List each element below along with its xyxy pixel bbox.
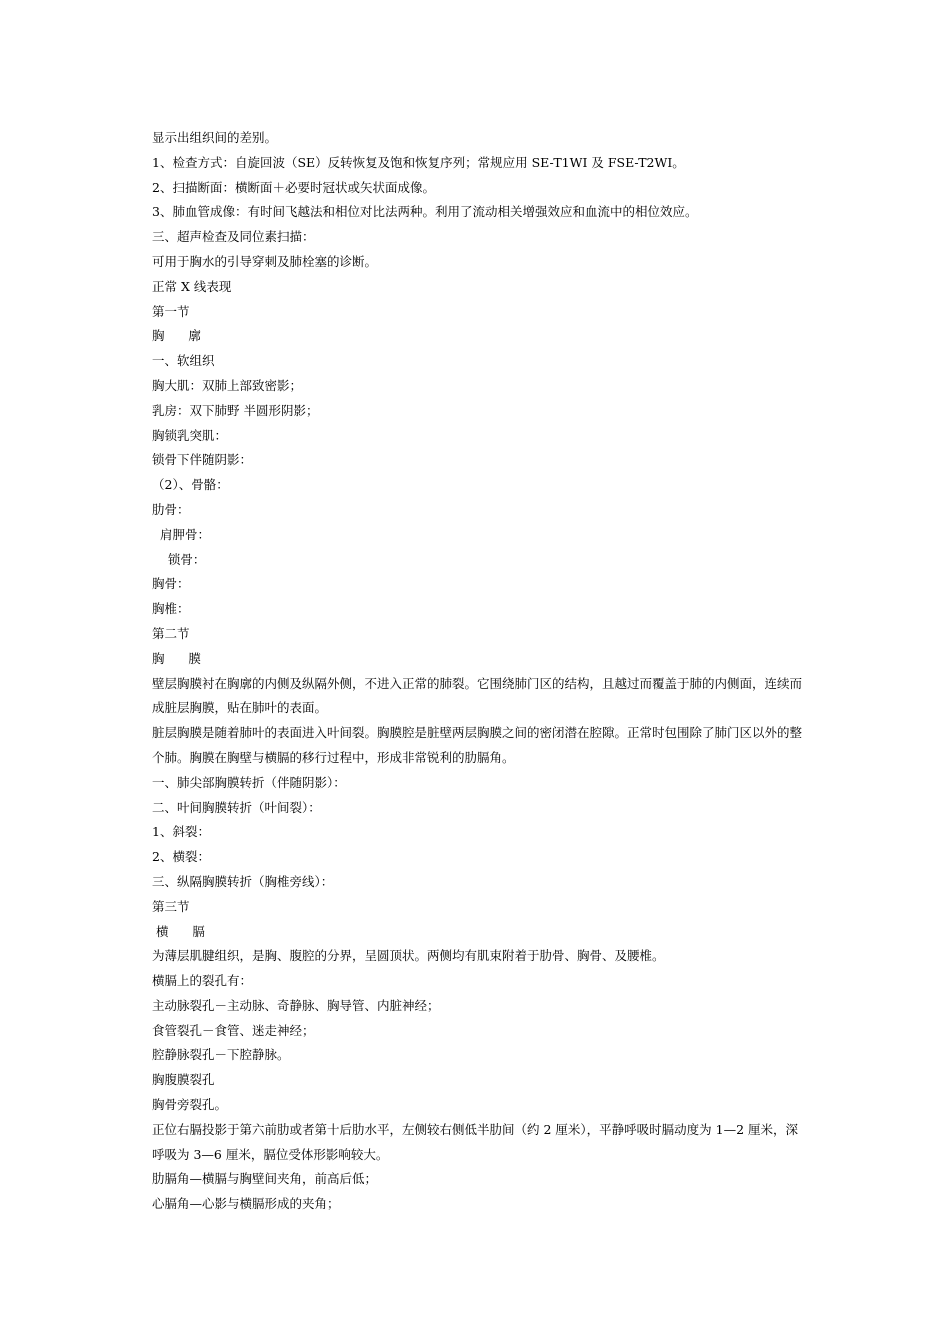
- subsection-heading: 二、叶间胸膜转折（叶间裂）：: [152, 799, 321, 815]
- text-line: 显示出组织间的差别。: [152, 130, 278, 145]
- section-heading: 第二节: [152, 625, 190, 641]
- subsection-heading: （2）、骨骼：: [152, 477, 229, 493]
- chapter-heading: 正常 X 线表现: [152, 278, 232, 294]
- text-line: 胸大肌：双肺上部致密影；: [152, 377, 303, 393]
- text-line: 锁骨：: [152, 551, 206, 567]
- text-line: 胸椎：: [152, 601, 190, 617]
- text-line: 胸骨：: [152, 576, 190, 592]
- paragraph: 壁层胸膜衬在胸廓的内侧及纵隔外侧，不进入正常的肺裂。它围绕肺门区的结构，且越过而覆盖于肺的内侧面，连续而成脏层胸膜，贴在肺叶的表面。: [152, 675, 803, 716]
- text-line: 乳房：双下肺野 半圆形阴影；: [152, 402, 319, 418]
- document-body: [152, 126, 802, 1217]
- text-line: 2、横裂：: [152, 849, 210, 865]
- text-line: 1、检查方式：自旋回波（SE）反转恢复及饱和恢复序列；常规应用 SE-T1WI 及 FSE-T2WI。: [152, 154, 685, 170]
- text-line: 可用于胸水的引导穿刺及肺栓塞的诊断。: [152, 253, 378, 269]
- section-heading: 三、超声检查及同位素扫描：: [152, 229, 315, 245]
- subsection-heading: 三、纵隔胸膜转折（胸椎旁线）：: [152, 873, 334, 889]
- section-heading: 第三节: [152, 898, 190, 914]
- subsection-heading: 一、软组织: [152, 353, 215, 369]
- text-line: 肋膈角—横膈与胸壁间夹角，前高后低；: [152, 1171, 378, 1187]
- text-line: 心膈角—心影与横膈形成的夹角；: [152, 1196, 340, 1212]
- text-line: 3、肺血管成像：有时间飞越法和相位对比法两种。利用了流动相关增强效应和血流中的相位效应。: [152, 204, 698, 220]
- text-line: 食管裂孔－食管、迷走神经；: [152, 1022, 315, 1038]
- text-line: 腔静脉裂孔－下腔静脉。: [152, 1047, 290, 1063]
- section-title: 横 膈: [152, 923, 205, 939]
- section-title: 胸 廓: [152, 328, 201, 344]
- text-line: 主动脉裂孔－主动脉、奇静脉、胸导管、内脏神经；: [152, 997, 440, 1013]
- text-line: 胸锁乳突肌：: [152, 427, 228, 443]
- text-line: 胸骨旁裂孔。: [152, 1097, 228, 1113]
- paragraph: 脏层胸膜是随着肺叶的表面进入叶间裂。胸膜腔是脏壁两层胸膜之间的密闭潜在腔隙。正常时包围除了肺门区以外的整个肺。胸膜在胸壁与横膈的移行过程中，形成非常锐利的肋膈角。: [152, 725, 803, 765]
- text-line: 横膈上的裂孔有：: [152, 973, 253, 989]
- text-line: 肩胛骨：: [152, 526, 210, 542]
- text-line: 肋骨：: [152, 501, 190, 517]
- text-line: 1、斜裂：: [152, 824, 210, 840]
- text-line: 2、扫描断面：横断面＋必要时冠状或矢状面成像。: [152, 179, 435, 195]
- section-heading: 第一节: [152, 303, 190, 319]
- section-title: 胸 膜: [152, 650, 201, 666]
- text-line: 胸腹膜裂孔: [152, 1072, 215, 1088]
- paragraph: 正位右膈投影于第六前肋或者第十后肋水平，左侧较右侧低半肋间（约 2 厘米），平静呼吸时膈动度为 1—2 厘米，深呼吸为 3—6 厘米，膈位受体形影响较大。: [152, 1121, 799, 1162]
- text-line: 锁骨下伴随阴影：: [152, 452, 253, 468]
- text-line: 为薄层肌腱组织，是胸、腹腔的分界，呈圆顶状。两侧均有肌束附着于肋骨、胸骨、及腰椎。: [152, 948, 665, 964]
- subsection-heading: 一、肺尖部胸膜转折（伴随阴影）：: [152, 774, 346, 790]
